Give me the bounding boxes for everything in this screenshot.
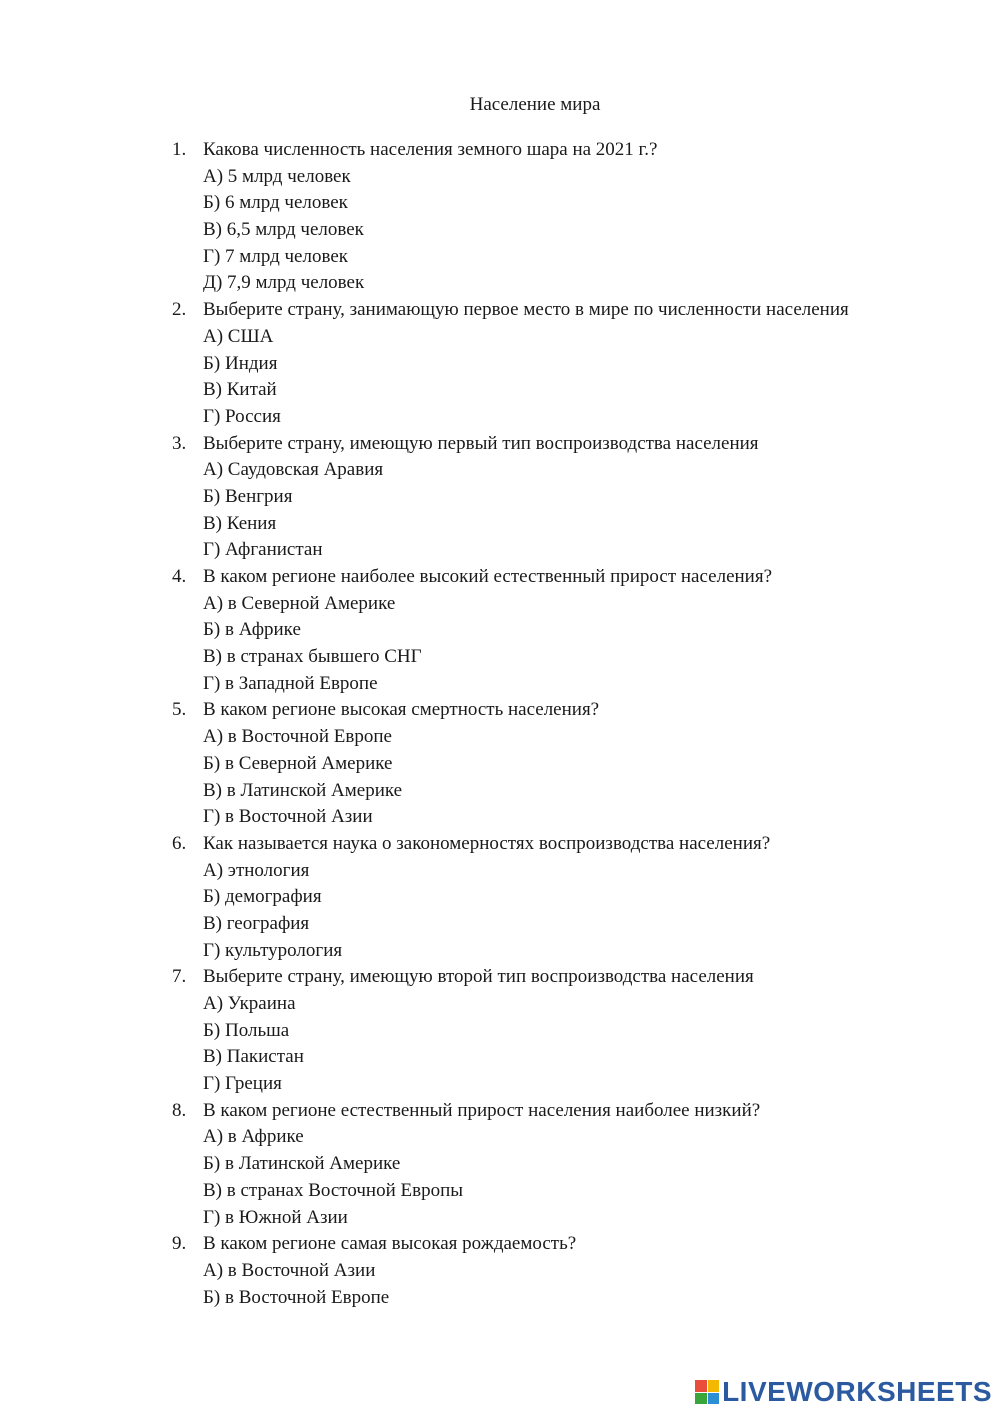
answer-option: В) 6,5 млрд человек	[203, 219, 364, 241]
question-item	[172, 431, 972, 564]
question-item	[172, 137, 972, 297]
answer-option: А) Саудовская Аравия	[203, 459, 384, 481]
question-label: Какова численность населения земного шара на 2021 г.?	[203, 139, 658, 160]
question-label: В каком регионе самая высокая рождаемость?	[203, 1233, 577, 1255]
question-item	[172, 831, 972, 964]
question-text	[172, 564, 972, 591]
question-text	[172, 1231, 972, 1258]
question-number: 7.	[172, 966, 187, 988]
question-item	[172, 964, 972, 1097]
answer-option: Б) Индия	[203, 352, 278, 374]
answer-option: Б) в Африке	[203, 619, 301, 641]
question-number: 9.	[172, 1233, 187, 1255]
logo-square	[708, 1393, 720, 1405]
answer-option: А) этнология	[203, 859, 310, 881]
question-label: Выберите страну, имеющую первый тип воспроизводства населения	[203, 432, 759, 454]
answer-option: Г) Афганистан	[203, 539, 323, 561]
answer-option: В) в Латинской Америке	[203, 779, 403, 801]
question-list	[172, 137, 972, 1311]
question-number: 5.	[172, 699, 187, 721]
question-label: Выберите страну, занимающую первое место в мире по численности населения	[203, 299, 849, 321]
logo-mark-icon	[695, 1380, 719, 1404]
answer-option: А) в Северной Америке	[203, 592, 396, 614]
question-label: Как называется наука о закономерностях воспроизводства населения?	[203, 832, 771, 854]
question-text	[172, 964, 972, 991]
answer-option: В) Кения	[203, 512, 277, 534]
answer-option: В) география	[203, 912, 310, 934]
answer-option: А) США	[203, 325, 274, 347]
question-item	[172, 697, 972, 830]
answer-option: Г) Греция	[203, 1073, 282, 1095]
question-label: В каком регионе высокая смертность населения?	[203, 699, 600, 721]
question-item	[172, 1231, 972, 1311]
logo-square	[695, 1380, 707, 1392]
answer-option: Д) 7,9 млрд человек	[203, 272, 365, 294]
question-item	[172, 564, 972, 697]
question-text	[172, 297, 972, 324]
question-number: 4.	[172, 566, 187, 587]
answer-option: В) в странах бывшего СНГ	[203, 646, 422, 668]
question-text	[172, 1098, 972, 1125]
answer-option: А) 5 млрд человек	[203, 165, 351, 187]
logo-text: LIVEWORKSHEETS	[722, 1376, 992, 1407]
answer-option: Г) культурология	[203, 939, 343, 961]
answer-option: А) в Восточной Азии	[203, 1259, 376, 1281]
question-item	[172, 297, 972, 430]
question-text	[172, 431, 972, 458]
answer-option: Б) в Восточной Европе	[203, 1286, 390, 1308]
answer-option: Б) в Латинской Америке	[203, 1153, 401, 1175]
question-text	[172, 831, 972, 858]
question-number: 8.	[172, 1099, 187, 1121]
logo-square	[695, 1393, 707, 1405]
answer-option: Б) Польша	[203, 1019, 290, 1041]
question-label: Выберите страну, имеющую второй тип воспроизводства населения	[203, 966, 754, 988]
question-item	[172, 1098, 972, 1231]
answer-option: Г) в Восточной Азии	[203, 806, 373, 828]
logo-square	[708, 1380, 720, 1392]
answer-option: Г) 7 млрд человек	[203, 245, 348, 267]
answer-option: Г) в Западной Европе	[203, 672, 378, 694]
answer-option: Б) в Северной Америке	[203, 752, 393, 774]
answer-option: А) в Африке	[203, 1126, 304, 1148]
question-number: 3.	[172, 432, 187, 454]
answer-option: Г) Россия	[203, 405, 281, 427]
answer-option: Б) Венгрия	[203, 485, 293, 507]
question-label: В каком регионе естественный прирост населения наиболее низкий?	[203, 1099, 761, 1121]
question-text	[172, 697, 972, 724]
answer-option: Б) демография	[203, 886, 322, 908]
answer-option: В) Пакистан	[203, 1046, 304, 1068]
question-number: 2.	[172, 299, 187, 321]
answer-option: В) в странах Восточной Европы	[203, 1179, 464, 1201]
answer-option: Г) в Южной Азии	[203, 1206, 348, 1228]
question-label: В каком регионе наиболее высокий естественный прирост населения?	[203, 566, 773, 587]
answer-option: Б) 6 млрд человек	[203, 192, 348, 214]
question-number: 6.	[172, 832, 187, 854]
answer-option: В) Китай	[203, 379, 277, 401]
page-title: Население мира	[469, 94, 601, 115]
answer-option: А) Украина	[203, 993, 296, 1014]
question-number: 1.	[172, 139, 187, 160]
answer-option: А) в Восточной Европе	[203, 726, 392, 748]
liveworksheets-logo	[695, 1375, 992, 1409]
question-text	[172, 137, 972, 164]
